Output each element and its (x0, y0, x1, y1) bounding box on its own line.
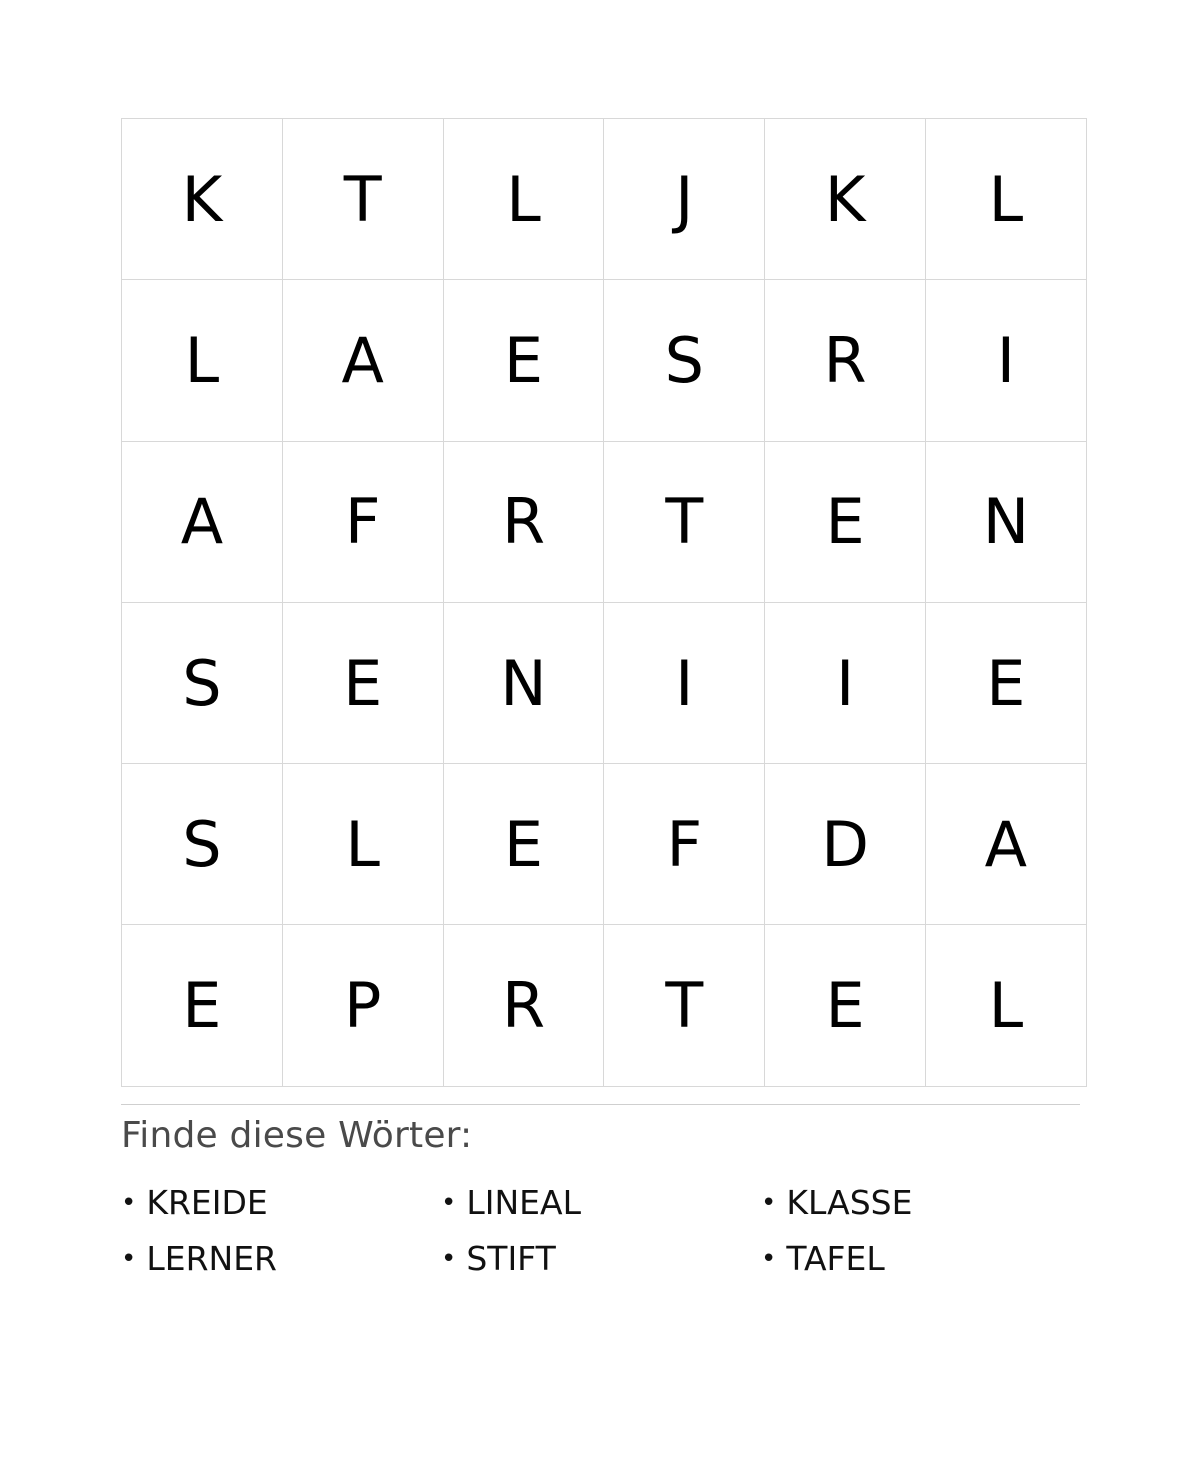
grid-cell[interactable]: R (443, 925, 604, 1086)
grid-cell[interactable]: R (443, 441, 604, 602)
grid-cell[interactable]: P (282, 925, 443, 1086)
word-label: TAFEL (786, 1238, 885, 1278)
section-divider (121, 1104, 1080, 1105)
grid-cell[interactable]: J (604, 119, 765, 280)
grid-cell[interactable]: L (925, 925, 1086, 1086)
grid-row (122, 925, 1087, 1086)
grid-cell[interactable]: K (122, 119, 283, 280)
bullet-icon: • (121, 1187, 137, 1218)
grid-cell[interactable]: A (925, 764, 1086, 925)
grid-cell[interactable]: K (765, 119, 926, 280)
bullet-icon: • (441, 1187, 457, 1218)
bullet-icon: • (441, 1243, 457, 1274)
grid-row (122, 764, 1087, 925)
grid-cell[interactable]: N (925, 441, 1086, 602)
grid-cell[interactable]: L (122, 280, 283, 441)
grid-cell[interactable]: T (604, 925, 765, 1086)
grid-cell[interactable]: S (604, 280, 765, 441)
word-list-row (121, 1174, 1081, 1230)
grid-cell[interactable]: L (925, 119, 1086, 280)
grid-cell[interactable]: A (122, 441, 283, 602)
bullet-icon: • (761, 1243, 777, 1274)
grid-cell[interactable]: T (604, 441, 765, 602)
list-item[interactable] (121, 1183, 441, 1222)
bullet-icon: • (761, 1187, 777, 1218)
grid-cell[interactable]: F (282, 441, 443, 602)
grid-cell[interactable]: I (604, 602, 765, 763)
grid-cell[interactable]: E (925, 602, 1086, 763)
grid-row (122, 119, 1087, 280)
grid-cell[interactable]: F (604, 764, 765, 925)
list-item[interactable] (121, 1239, 441, 1278)
grid-cell[interactable]: L (443, 119, 604, 280)
grid-cell[interactable]: A (282, 280, 443, 441)
grid-cell[interactable]: E (122, 925, 283, 1086)
grid-cell[interactable]: D (765, 764, 926, 925)
grid-row (122, 441, 1087, 602)
grid-cell[interactable]: S (122, 764, 283, 925)
grid-cell[interactable]: E (443, 764, 604, 925)
grid-cell[interactable]: E (282, 602, 443, 763)
list-item[interactable] (441, 1239, 761, 1278)
word-label: KREIDE (146, 1182, 268, 1222)
list-item[interactable] (761, 1183, 1081, 1222)
grid-cell[interactable]: R (765, 280, 926, 441)
grid-row (122, 280, 1087, 441)
grid-cell[interactable]: T (282, 119, 443, 280)
list-item[interactable] (761, 1239, 1081, 1278)
word-label: KLASSE (786, 1182, 913, 1222)
grid-cell[interactable]: E (443, 280, 604, 441)
grid-cell[interactable]: I (925, 280, 1086, 441)
grid-cell[interactable]: E (765, 925, 926, 1086)
grid-cell[interactable]: E (765, 441, 926, 602)
word-label: LINEAL (466, 1182, 581, 1222)
grid-cell[interactable]: N (443, 602, 604, 763)
word-label: LERNER (146, 1238, 277, 1278)
list-item[interactable] (441, 1183, 761, 1222)
grid-cell[interactable]: I (765, 602, 926, 763)
word-list-row (121, 1230, 1081, 1286)
grid-cell[interactable]: L (282, 764, 443, 925)
letter-grid-table (121, 118, 1087, 1087)
letter-grid (121, 118, 1080, 1080)
word-list (121, 1174, 1081, 1286)
grid-cell[interactable]: S (122, 602, 283, 763)
bullet-icon: • (121, 1243, 137, 1274)
grid-row (122, 602, 1087, 763)
find-words-heading: Finde diese Wörter: (121, 1115, 473, 1156)
word-label: STIFT (466, 1238, 556, 1278)
